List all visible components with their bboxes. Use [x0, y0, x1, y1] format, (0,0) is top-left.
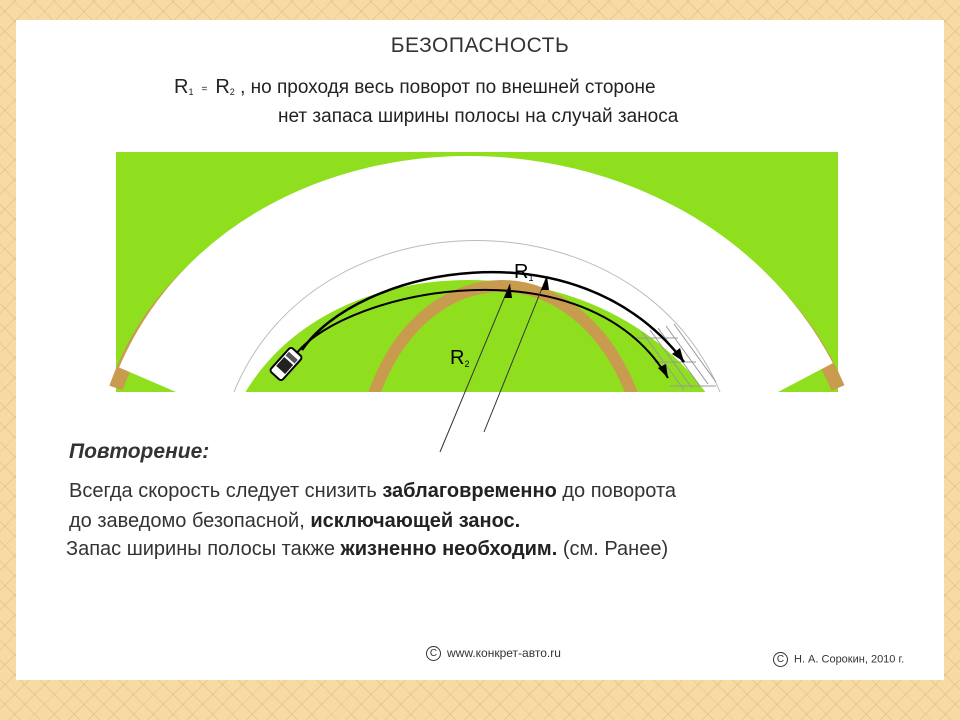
- footer-site: [426, 646, 561, 661]
- copyright-icon: C: [773, 652, 788, 667]
- subtitle-line-2: нет запаса ширины полосы на случай заноса: [278, 106, 679, 127]
- repeat-line-3-part-c: (см. Ранее): [557, 538, 669, 560]
- footer-author: [773, 652, 904, 667]
- repeat-line-3-part-a: Запас ширины полосы также: [66, 538, 341, 560]
- copyright-icon: C: [426, 646, 441, 661]
- repeat-heading: Повторение:: [69, 440, 210, 463]
- footer-site-link[interactable]: www.конкрет-авто.ru: [447, 646, 561, 660]
- diagram-bottom-edge: [106, 392, 846, 412]
- footer-author-text: Н. А. Сорокин, 2010 г.: [794, 653, 905, 666]
- equals-sign: =: [201, 84, 208, 95]
- slide: [16, 20, 944, 680]
- r1-symbol: R: [174, 76, 189, 98]
- subtitle-line-1-text: , но проходя весь поворот по внешней стороне: [240, 77, 656, 98]
- slide-title: БЕЗОПАСНОСТЬ: [390, 34, 570, 57]
- repeat-line-2: [69, 510, 520, 533]
- r1-subscript: 1: [188, 87, 194, 97]
- repeat-line-1-part-c: до поворота: [556, 480, 677, 502]
- repeat-line-3-bold: жизненно необходим.: [340, 538, 558, 560]
- repeat-line-1-bold: заблаговременно: [382, 480, 557, 502]
- repeat-line-1: [69, 480, 676, 503]
- label-r1: R1: [514, 261, 534, 283]
- repeat-line-3: [66, 538, 668, 561]
- road-turn-diagram: [16, 20, 944, 680]
- repeat-line-2-part-a: до заведомо безопасной,: [69, 510, 311, 532]
- r2-symbol: R: [215, 76, 230, 98]
- label-r2: R2: [450, 347, 470, 369]
- r2-subscript: 2: [229, 87, 235, 97]
- repeat-line-2-bold: исключающей занос.: [310, 510, 521, 532]
- repeat-line-1-part-a: Всегда скорость следует снизить: [69, 480, 383, 502]
